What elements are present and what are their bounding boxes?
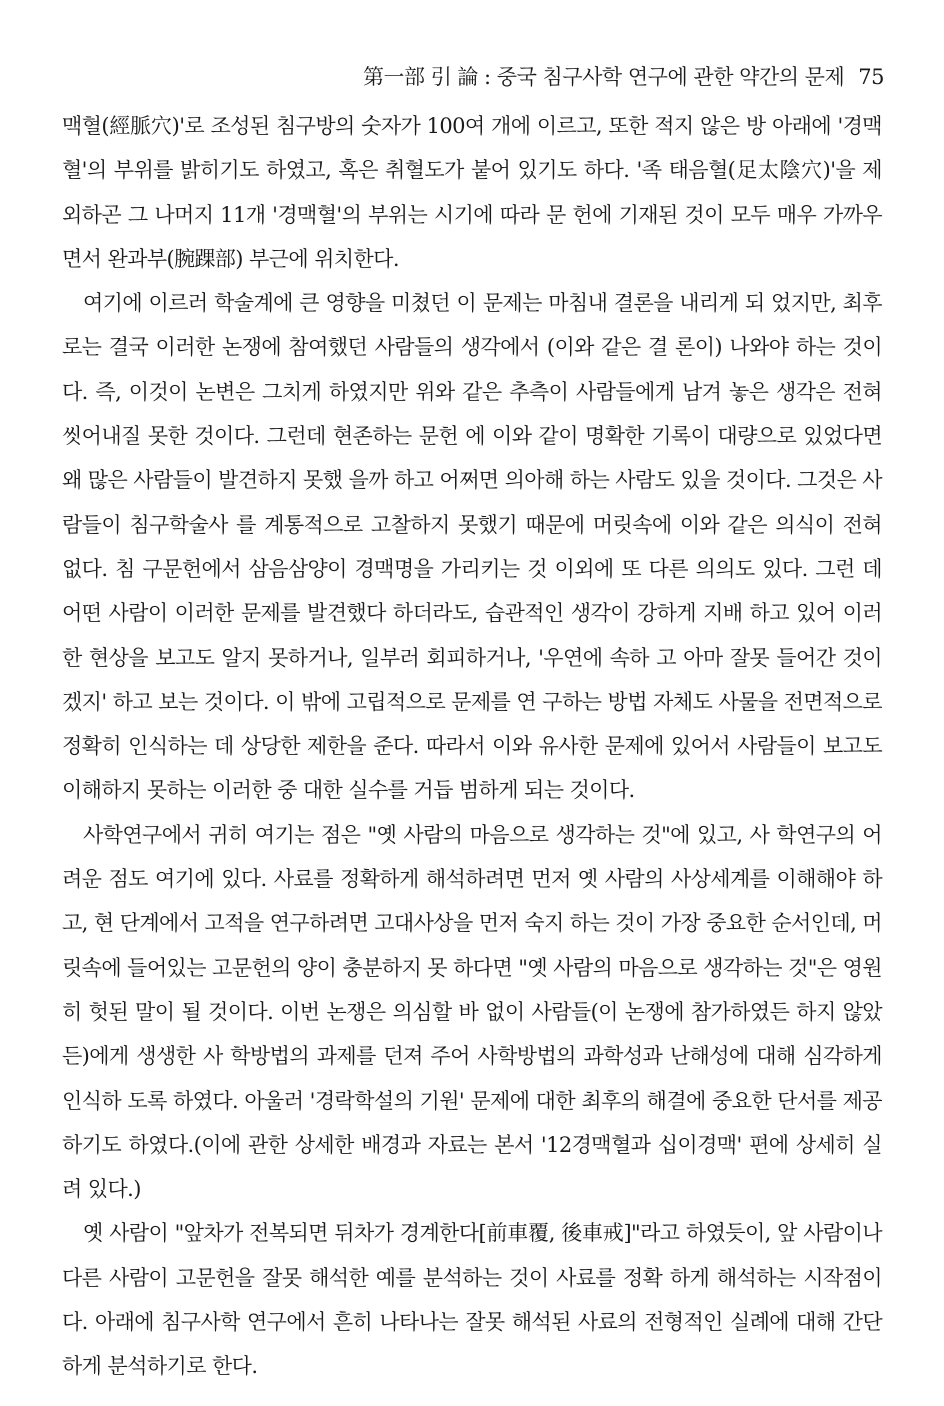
page-number: 75 — [858, 65, 884, 89]
chapter-title: 第一部 引 論 : 중국 침구사학 연구에 관한 약간의 문제 — [363, 65, 845, 89]
paragraph: 맥혈(經脈穴)'로 조성된 침구방의 숫자가 100여 개에 이르고, 또한 적지 않은 방 아래에 '경맥혈'의 부위를 밝히기도 하였고, 혹은 취혈도가 붙어 있기도 하다. '족 태음혈(足太陰穴)'을 제외하곤 그 나머지 11개 '경맥혈'의 부위는 시기에 따라 문 헌에 기재된 것이 모두 매우 가까우면서 완과부(腕踝部) 부근에 위치한다. — [62, 114, 882, 271]
paragraph: 사학연구에서 귀히 여기는 점은 "옛 사람의 마음으로 생각하는 것"에 있고, 사 학연구의 어려운 점도 여기에 있다. 사료를 정확하게 해석하려면 먼저 옛 사람의 사상세계를 이해해야 하고, 현 단계에서 고적을 연구하려면 고대사상을 먼저 숙지 하는 것이 가장 중요한 순서인데, 머릿속에 들어있는 고문헌의 양이 충분하지 못 하다면 "옛 사람의 마음으로 생각하는 것"은 영원히 헛된 말이 될 것이다. 이번 논쟁은 의심할 바 없이 사람들(이 논쟁에 참가하였든 하지 않았든)에게 생생한 사 학방법의 과제를 던져 주어 사학방법의 과학성과 난해성에 대해 심각하게 인식하 도록 하였다. 아울러 '경락학설의 기원' 문제에 대한 최후의 해결에 중요한 단서를 제공하기도 하였다.(이에 관한 상세한 배경과 자료는 본서 '12경맥혈과 십이경맥' 편에 상세히 실려 있다.) — [62, 822, 882, 1202]
paragraph: 옛 사람이 "앞차가 전복되면 뒤차가 경계한다[前車覆, 後車戒]"라고 하였듯이, 앞 사람이나 다른 사람이 고문헌을 잘못 해석한 예를 분석하는 것이 사료를 정확 하게 해석하는 시작점이다. 아래에 침구사학 연구에서 흔히 나타나는 잘못 해석된 사료의 전형적인 실례에 대해 간단하게 분석하기로 한다. — [62, 1221, 882, 1379]
body-text — [62, 104, 882, 1389]
paragraph: 여기에 이르러 학술계에 큰 영향을 미쳤던 이 문제는 마침내 결론을 내리게 되 었지만, 최후로는 결국 이러한 논쟁에 참여했던 사람들의 생각에서 (이와 같은 결 론이) 나와야 하는 것이다. 즉, 이것이 논변은 그치게 하였지만 위와 같은 추측이 사람들에게 남겨 놓은 생각은 전혀 씻어내질 못한 것이다. 그런데 현존하는 문헌 에 이와 같이 명확한 기록이 대량으로 있었다면 왜 많은 사람들이 발견하지 못했 을까 하고 어쩌면 의아해 하는 사람도 있을 것이다. 그것은 사람들이 침구학술사 를 계통적으로 고찰하지 못했기 때문에 머릿속에 이와 같은 의식이 전혀 없다. 침 구문헌에서 삼음삼양이 경맥명을 가리키는 것 이외에 또 다른 의의도 있다. 그런 데 어떤 사람이 이러한 문제를 발견했다 하더라도, 습관적인 생각이 강하게 지배 하고 있어 이러한 현상을 보고도 알지 못하거나, 일부러 회피하거나, '우연에 속하 고 아마 잘못 들어간 것이겠지' 하고 보는 것이다. 이 밖에 고립적으로 문제를 연 구하는 방법 자체도 사물을 전면적으로 정확히 인식하는 데 상당한 제한을 준다. 따라서 이와 유사한 문제에 있어서 사람들이 보고도 이해하지 못하는 이러한 중 대한 실수를 거듭 범하게 되는 것이다. — [62, 291, 882, 803]
running-header — [60, 60, 884, 94]
